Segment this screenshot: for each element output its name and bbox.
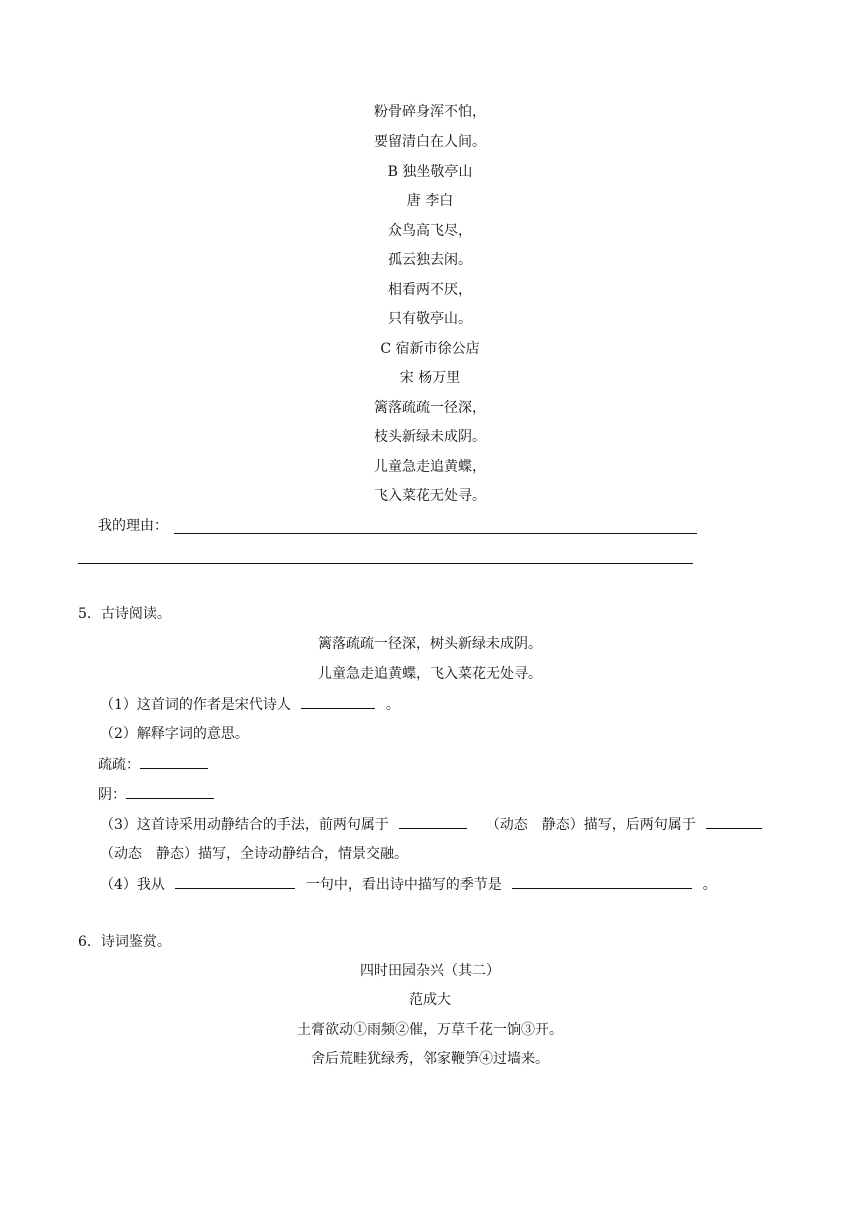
- q5-sub4-text-b: 一句中，看出诗中描写的季节是: [305, 877, 502, 893]
- poem-c-author: 宋 杨万里: [399, 370, 461, 386]
- poem-b-line-1: 众鸟高飞尽，: [388, 223, 472, 239]
- q5-term-1-label: 疏疏：: [98, 757, 140, 773]
- q5-sub3-text-b: （动态 静态）描写，后两句属于: [485, 817, 696, 833]
- poem-b-line-2: 孤云独去闲。: [388, 252, 472, 268]
- q5-term-2: [98, 784, 214, 805]
- poem-b-author: 唐 李白: [406, 193, 454, 209]
- q6-heading: 6．诗词鉴赏。: [78, 934, 171, 950]
- q5-sub4-text-a: （4）我从: [100, 877, 165, 893]
- q5-term-1: [98, 754, 208, 775]
- poem-b-line-4: 只有敬亭山。: [388, 311, 472, 327]
- poem-b-title: B 独坐敬亭山: [387, 164, 473, 180]
- q5-sub3-blank-1[interactable]: [399, 814, 467, 829]
- q5-sub1-text: （1）这首词的作者是宋代诗人: [100, 697, 291, 713]
- poem-a-line-1: 粉骨碎身浑不怕，: [374, 104, 486, 120]
- q5-sub3: [100, 814, 762, 835]
- poem-c-line-2: 枝头新绿未成阴。: [374, 429, 486, 445]
- reason-answer-line-1[interactable]: [174, 533, 697, 534]
- reason-answer-line-2[interactable]: [78, 563, 693, 564]
- q5-sub4-blank-1[interactable]: [175, 874, 295, 889]
- q5-sub1-end: 。: [385, 697, 400, 713]
- q5-term-1-blank[interactable]: [140, 754, 208, 769]
- q5-sub4-end: 。: [702, 877, 717, 893]
- q6-poem-line-2: 舍后荒畦犹绿秀，邻家鞭笋④过墙来。: [311, 1051, 549, 1067]
- q5-sub3-cont: （动态 静态）描写，全诗动静结合，情景交融。: [100, 846, 408, 862]
- q5-sub4-blank-2[interactable]: [512, 874, 692, 889]
- reason-label: 我的理由：: [98, 518, 168, 534]
- q5-sub4: [100, 874, 717, 895]
- poem-c-line-4: 飞入菜花无处寻。: [374, 488, 486, 504]
- q6-poem-title: 四时田园杂兴（其二）: [360, 963, 500, 979]
- q5-sub1-blank[interactable]: [301, 694, 375, 709]
- q5-term-2-blank[interactable]: [126, 784, 214, 799]
- q5-sub1: [100, 694, 400, 715]
- q5-term-2-label: 阴：: [98, 787, 126, 803]
- poem-b-line-3: 相看两不厌，: [388, 282, 472, 298]
- q6-poem-line-1: 土膏欲动①雨频②催，万草千花一饷③开。: [297, 1022, 563, 1038]
- poem-c-line-3: 儿童急走追黄蝶，: [374, 459, 486, 475]
- q5-poem-line-2: 儿童急走追黄蝶，飞入菜花无处寻。: [318, 666, 542, 682]
- poem-c-line-1: 篱落疏疏一径深，: [374, 400, 486, 416]
- q5-heading: 5．古诗阅读。: [78, 606, 171, 622]
- q5-sub3-text-a: （3）这首诗采用动静结合的手法，前两句属于: [100, 817, 389, 833]
- poem-c-title: C 宿新市徐公店: [380, 341, 480, 357]
- q6-poem-author: 范成大: [409, 992, 451, 1008]
- poem-a-line-2: 要留清白在人间。: [374, 134, 486, 150]
- q5-poem-line-1: 篱落疏疏一径深，树头新绿未成阴。: [318, 636, 542, 652]
- q5-sub3-blank-2[interactable]: [706, 814, 762, 829]
- q5-sub2: （2）解释字词的意思。: [100, 726, 249, 742]
